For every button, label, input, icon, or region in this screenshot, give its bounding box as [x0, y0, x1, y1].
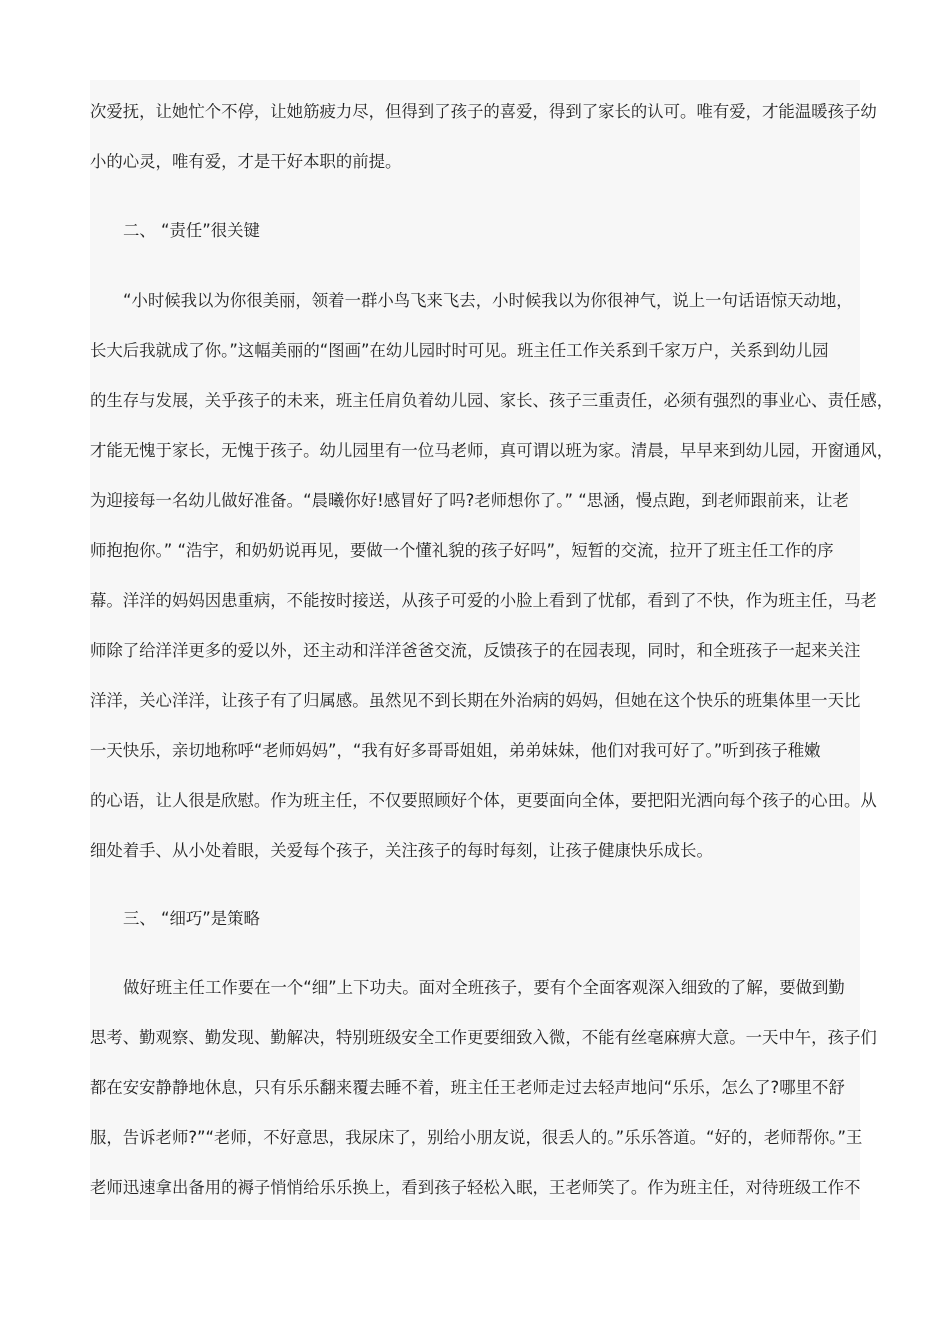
paragraph-line: 的心语，让人很是欣慰。作为班主任，不仅要照顾好个体，更要面向全体，要把阳光洒向每个孩子的心田。从 [90, 791, 877, 810]
paragraph-line: 思考、勤观察、勤发现、勤解决，特别班级安全工作更要细致入微，不能有丝毫麻痹大意。一天中午，孩子们 [90, 1028, 877, 1047]
section-heading-detail: 三、 “细巧”是策略 [123, 909, 260, 928]
paragraph-line: 师抱抱你。” “浩宇，和奶奶说再见，要做一个懂礼貌的孩子好吗”，短暂的交流，拉开了班主任工作的序 [90, 541, 834, 560]
paragraph-line: 才能无愧于家长，无愧于孩子。幼儿园里有一位马老师，真可谓以班为家。清晨，早早来到幼儿园，开窗通风， [90, 441, 894, 460]
paragraph-line: 服，告诉老师?”“老师，不好意思，我尿床了，别给小朋友说，很丢人的。”乐乐答道。“好的，老师帮你。”王 [90, 1128, 863, 1147]
paragraph-line: 都在安安静静地休息，只有乐乐翻来覆去睡不着，班主任王老师走过去轻声地问“乐乐，怎么了?哪里不舒 [90, 1078, 845, 1097]
paragraph-line: “小时候我以为你很美丽，领着一群小鸟飞来飞去，小时候我以为你很神气，说上一句话语惊天动地， [123, 291, 853, 310]
paragraph-line: 细处着手、从小处着眼，关爱每个孩子，关注孩子的每时每刻，让孩子健康快乐成长。 [90, 841, 713, 860]
paragraph-line: 小的心灵，唯有爱，才是干好本职的前提。 [90, 152, 402, 171]
paragraph-line: 为迎接每一名幼儿做好准备。“晨曦你好!感冒好了吗?老师想你了。” “思涵，慢点跑，到老师跟前来，让老 [90, 491, 849, 510]
paragraph-line: 的生存与发展，关乎孩子的未来，班主任肩负着幼儿园、家长、孩子三重责任，必须有强烈的事业心、责任感， [90, 391, 894, 410]
section-heading-responsibility: 二、 “责任”很关键 [123, 221, 260, 240]
paragraph-line: 次爱抚，让她忙个不停，让她筋疲力尽，但得到了孩子的喜爱，得到了家长的认可。唯有爱，才能温暖孩子幼 [90, 102, 877, 121]
paragraph-line: 幕。洋洋的妈妈因患重病，不能按时接送，从孩子可爱的小脸上看到了忧郁，看到了不快，作为班主任，马老 [90, 591, 877, 610]
paragraph-line: 师除了给洋洋更多的爱以外，还主动和洋洋爸爸交流，反馈孩子的在园表现，同时，和全班孩子一起来关注 [90, 641, 861, 660]
paragraph-line: 一天快乐，亲切地称呼“老师妈妈”，“我有好多哥哥姐姐，弟弟妹妹，他们对我可好了。”听到孩子稚嫩 [90, 741, 821, 760]
paragraph-line: 洋洋，关心洋洋，让孩子有了归属感。虽然见不到长期在外治病的妈妈，但她在这个快乐的班集体里一天比 [90, 691, 861, 710]
paragraph-line: 老师迅速拿出备用的褥子悄悄给乐乐换上，看到孩子轻松入眠，王老师笑了。作为班主任，对待班级工作不 [90, 1178, 861, 1197]
paragraph-line: 长大后我就成了你。”这幅美丽的“图画”在幼儿园时时可见。班主任工作关系到千家万户，关系到幼儿园 [90, 341, 829, 360]
paragraph-line: 做好班主任工作要在一个“细”上下功夫。面对全班孩子，要有个全面客观深入细致的了解，要做到勤 [123, 978, 845, 997]
